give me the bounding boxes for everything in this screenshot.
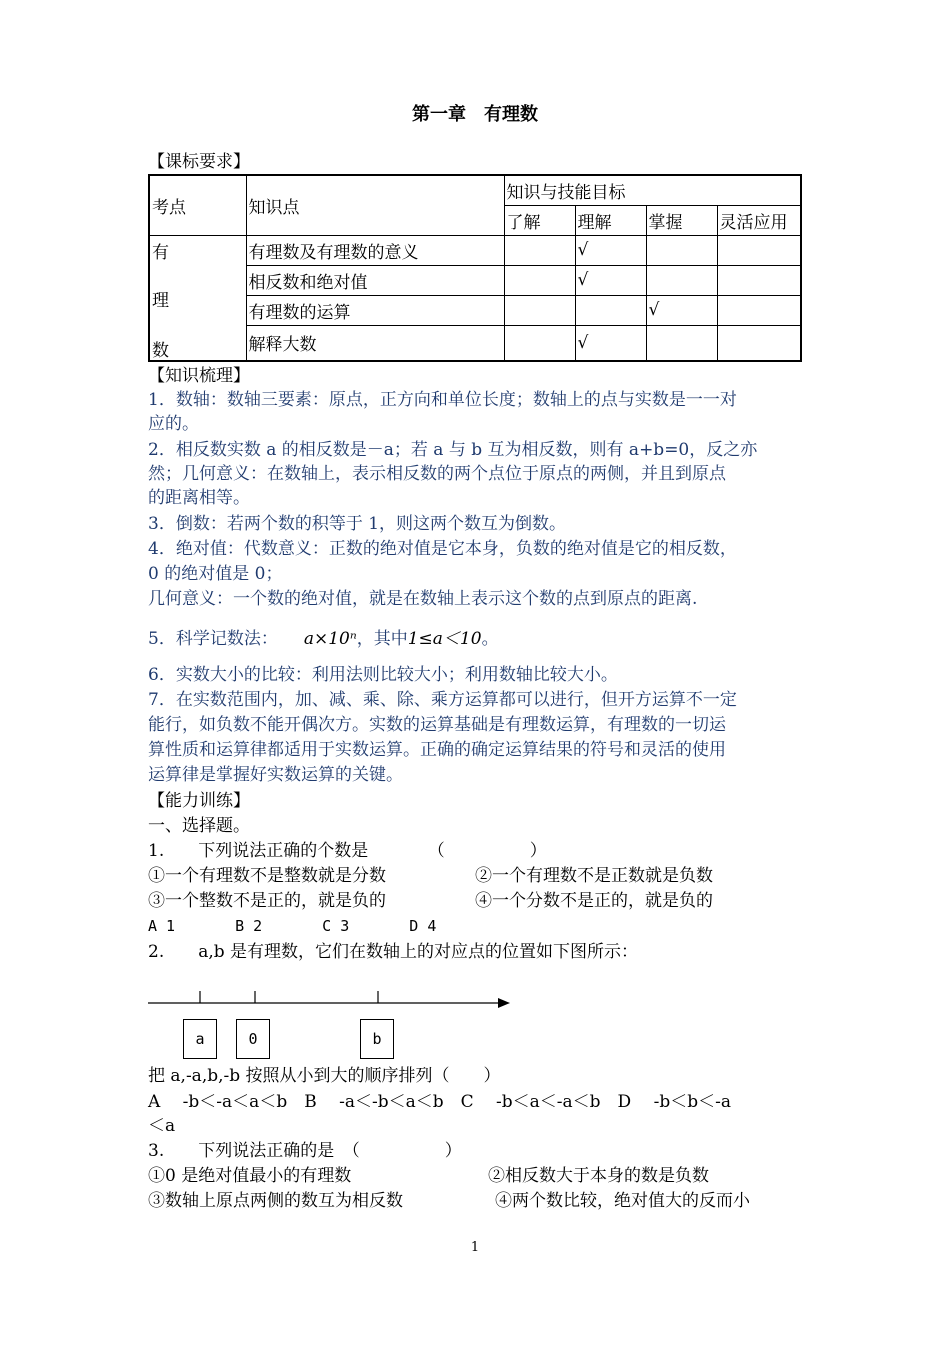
knowledge-line: 算性质和运算律都适用于实数运算。正确的确定运算结果的符号和灵活的使用	[148, 740, 726, 760]
q3-option-2: ②相反数大于本身的数是负数	[488, 1166, 709, 1186]
table-mark	[646, 325, 717, 361]
table-row-name: 有理数及有理数的意义	[246, 235, 504, 265]
table-row-name: 有理数的运算	[246, 295, 504, 325]
knowledge-line: 然；几何意义：在数轴上，表示相反数的两个点位于原点的两侧，并且到原点	[148, 464, 726, 484]
header-kaodian: 考点	[149, 175, 246, 235]
table-mark: √	[646, 295, 717, 325]
label-box-a: a	[183, 1019, 217, 1059]
exercise-part: 一、选择题。	[148, 816, 250, 836]
section-requirements: 【课标要求】	[148, 152, 250, 172]
requirements-table	[148, 174, 802, 362]
sci-prefix: 5．科学记数法：	[148, 629, 278, 649]
knowledge-line: 运算律是掌握好实数运算的关键。	[148, 765, 403, 785]
scientific-notation-line	[148, 627, 499, 651]
table-row-name: 相反数和绝对值	[246, 265, 504, 295]
knowledge-line: 的距离相等。	[148, 488, 250, 508]
knowledge-line: 4．绝对值：代数意义：正数的绝对值是它本身，负数的绝对值是它的相反数，	[148, 539, 737, 559]
table-mark	[646, 265, 717, 295]
q2-options: A -b＜-a＜a＜b B -a＜-b＜a＜b C -b＜a＜-a＜b D -b＜b＜-a	[148, 1092, 731, 1112]
knowledge-line: 应的。	[148, 414, 199, 434]
table-mark	[575, 295, 646, 325]
q2-options-cont: ＜a	[148, 1116, 176, 1136]
question-1: 1. 下列说法正确的个数是 （ ）	[148, 841, 547, 861]
knowledge-line: 7．在实数范围内，加、减、乘、除、乘方运算都可以进行，但开方运算不一定	[148, 690, 737, 710]
table-mark: √	[575, 265, 646, 295]
table-mark	[646, 235, 717, 265]
question-3: 3. 下列说法正确的是 （ ）	[148, 1141, 462, 1161]
kaodian-cell	[149, 235, 246, 361]
header-zhishidian: 知识点	[246, 175, 504, 235]
kaodian-char-3: 数	[152, 340, 169, 361]
knowledge-line: 3．倒数：若两个数的积等于 1，则这两个数互为倒数。	[148, 514, 567, 534]
table-mark	[717, 325, 801, 361]
q3-option-4: ④两个数比较，绝对值大的反而小	[495, 1191, 750, 1211]
knowledge-line: 几何意义：一个数的绝对值，就是在数轴上表示这个数的点到原点的距离.	[148, 589, 698, 609]
q1-option-1: ①一个有理数不是整数就是分数	[148, 866, 386, 886]
q3-option-3: ③数轴上原点两侧的数互为相反数	[148, 1191, 403, 1211]
question-2: 2. a,b 是有理数，它们在数轴上的对应点的位置如下图所示：	[148, 942, 639, 962]
section-knowledge: 【知识梳理】	[148, 366, 250, 386]
knowledge-line: 能行，如负数不能开偶次方。实数的运算基础是有理数运算，有理数的一切运	[148, 715, 726, 735]
sci-formula: a×10ⁿ	[303, 629, 357, 649]
number-line-arrow-icon	[498, 998, 510, 1008]
table-mark	[504, 325, 575, 361]
table-mark	[504, 295, 575, 325]
page-number: 1	[470, 1240, 480, 1255]
knowledge-line: 6．实数大小的比较：利用法则比较大小；利用数轴比较大小。	[148, 665, 618, 685]
knowledge-line: 2．相反数实数 a 的相反数是－a；若 a 与 b 互为相反数，则有 a+b=0，反之亦	[148, 440, 758, 460]
header-goal: 知识与技能目标	[504, 175, 801, 205]
q1-option-3: ③一个整数不是正的，就是负的	[148, 891, 386, 911]
sci-mid: ，其中	[356, 629, 408, 649]
q1-option-4: ④一个分数不是正的，就是负的	[475, 891, 713, 911]
level-liaojie: 了解	[504, 205, 575, 235]
sci-suffix: 。	[481, 629, 499, 649]
kaodian-char-2: 理	[152, 290, 169, 311]
sci-condition: 1≤a＜10	[407, 629, 482, 649]
level-lijie: 理解	[575, 205, 646, 235]
level-linghuo: 灵活应用	[717, 205, 801, 235]
q1-option-2: ②一个有理数不是正数就是负数	[475, 866, 713, 886]
kaodian-char-1: 有	[152, 242, 169, 263]
table-mark: √	[575, 325, 646, 361]
level-zhangwo: 掌握	[646, 205, 717, 235]
table-mark	[717, 235, 801, 265]
knowledge-line: 1．数轴：数轴三要素：原点，正方向和单位长度；数轴上的点与实数是一一对	[148, 390, 737, 410]
table-mark	[717, 265, 801, 295]
number-line	[148, 985, 518, 1015]
q3-option-1: ①0 是绝对值最小的有理数	[148, 1166, 352, 1186]
label-box-b: b	[360, 1019, 394, 1059]
label-box-0: 0	[236, 1019, 270, 1059]
section-training: 【能力训练】	[148, 791, 250, 811]
q1-choices: A 1 B 2 C 3 D 4	[148, 917, 437, 935]
chapter-title: 第一章 有理数	[412, 104, 538, 125]
table-mark	[717, 295, 801, 325]
knowledge-line: 0 的绝对值是 0；	[148, 564, 283, 584]
table-mark: √	[575, 235, 646, 265]
table-mark	[504, 235, 575, 265]
table-row-name: 解释大数	[246, 325, 504, 361]
q2-ask: 把 a,-a,b,-b 按照从小到大的顺序排列（ ）	[148, 1066, 501, 1086]
table-mark	[504, 265, 575, 295]
